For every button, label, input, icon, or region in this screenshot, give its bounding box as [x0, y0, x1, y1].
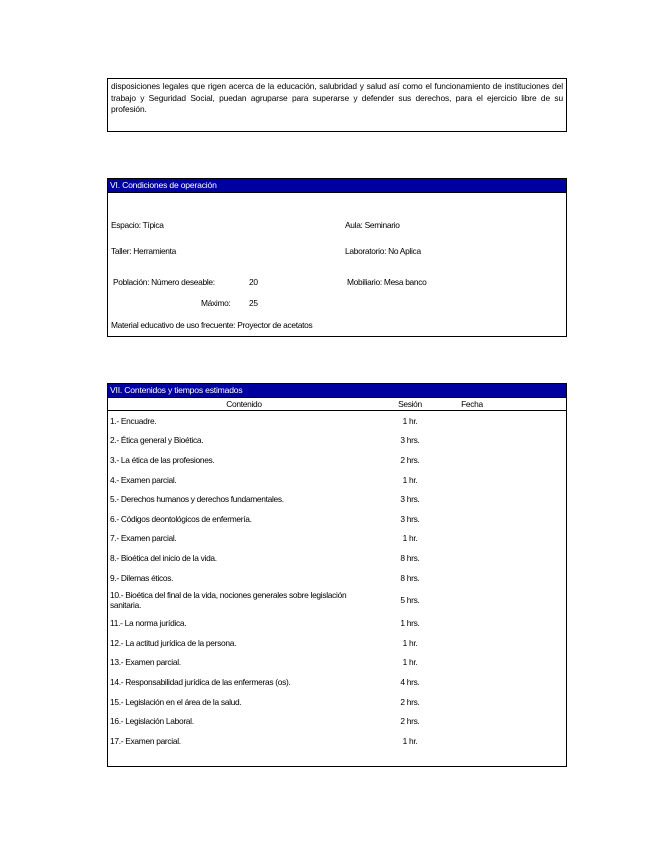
row-sesion: 2 hrs. [400, 454, 420, 465]
table-row [108, 548, 566, 568]
row-fecha [440, 450, 502, 470]
maximo-label: Máximo: [201, 298, 231, 308]
row-sesion: 1 hr. [402, 533, 418, 544]
row-fecha [440, 548, 502, 568]
row-fecha [440, 568, 502, 588]
poblacion-label: Población: Número deseable: [113, 277, 215, 287]
table-row [108, 711, 566, 731]
row-sesion: 1 hr. [402, 657, 418, 668]
header-fecha: Fecha [440, 398, 502, 411]
row-sesion: 1 hr. [402, 735, 418, 746]
taller-text: Taller: Herramienta [111, 246, 177, 256]
material-text: Material educativo de uso frecuente: Proyector de acetatos [111, 320, 313, 330]
row-sesion: 2 hrs. [400, 696, 420, 707]
row-contenido: 1.- Encuadre. [110, 415, 157, 426]
table-row [108, 672, 566, 692]
row-fecha [440, 470, 502, 490]
row-fecha [440, 613, 502, 633]
table-row [108, 529, 566, 549]
table-row [108, 509, 566, 529]
row-sesion: 8 hrs. [400, 552, 420, 563]
row-fecha [440, 431, 502, 451]
row-contenido: 17.- Examen parcial. [110, 735, 181, 746]
row-sesion: 3 hrs. [400, 513, 420, 524]
intro-box [107, 78, 567, 132]
row-contenido: 11.- La norma jurídica. [110, 618, 187, 629]
table-row [108, 653, 566, 673]
row-fecha [440, 411, 502, 431]
row-sesion: 5 hrs. [400, 595, 420, 606]
table-row [108, 450, 566, 470]
row-contenido: 2.- Ética general y Bioética. [110, 435, 204, 446]
table-row [108, 587, 566, 613]
espacio-text: Espacio: Típica [111, 220, 164, 230]
header-empty [502, 398, 566, 411]
row-fecha [440, 711, 502, 731]
row-sesion: 2 hrs. [400, 716, 420, 727]
row-contenido: 3.- La ética de las profesiones. [110, 454, 215, 465]
row-sesion: 1 hr. [402, 415, 418, 426]
row-fecha [440, 692, 502, 712]
header-sesion: Sesión [378, 398, 440, 411]
row-sesion: 3 hrs. [400, 435, 420, 446]
row-sesion: 8 hrs. [400, 572, 420, 583]
laboratorio-text: Laboratorio: No Aplica [345, 246, 421, 256]
row-sesion: 4 hrs. [400, 676, 420, 687]
row-fecha [440, 529, 502, 549]
table-header-row [108, 398, 566, 411]
row-fecha [440, 731, 502, 751]
row-sesion: 1 hr. [402, 474, 418, 485]
aula-text: Aula: Seminario [345, 220, 400, 230]
contents-section [107, 383, 567, 767]
row-fecha [440, 633, 502, 653]
poblacion-value: 20 [249, 277, 258, 287]
contents-title: VII. Contenidos y tiempos estimados [108, 384, 566, 398]
table-row [108, 431, 566, 451]
row-contenido: 9.- Dilemas éticos. [110, 572, 174, 583]
row-contenido: 16.- Legislación Laboral. [110, 716, 194, 727]
operation-conditions-title: VI. Condiciones de operación [108, 179, 566, 193]
row-fecha [440, 587, 502, 613]
row-contenido: 15.- Legislación en el área de la salud. [110, 696, 242, 707]
row-contenido: 6.- Códigos deontológicos de enfermería. [110, 513, 252, 524]
row-contenido: 12.- La actitud jurídica de la persona. [110, 637, 237, 648]
table-row [108, 731, 566, 751]
intro-text: disposiciones legales que rigen acerca de la educación, salubridad y salud así como el funcionamiento de instituciones del trabajo y Seguridad Social, puedan agruparse para superarse y defender sus derechos, para el ejercicio libre de su profesión. [111, 81, 563, 115]
row-fecha [440, 489, 502, 509]
maximo-value: 25 [249, 298, 258, 308]
row-sesion: 1 hr. [402, 637, 418, 648]
table-row [108, 692, 566, 712]
row-contenido: 10.- Bioética del final de la vida, nociones generales sobre legislación sanitaria. [110, 590, 347, 611]
row-contenido: 7.- Examen parcial. [110, 533, 177, 544]
contents-table [108, 398, 566, 751]
operation-conditions-section [107, 178, 567, 337]
table-row [108, 613, 566, 633]
row-fecha [440, 672, 502, 692]
header-contenido: Contenido [108, 398, 378, 411]
table-row [108, 568, 566, 588]
mobiliario-text: Mobiliario: Mesa banco [347, 277, 427, 287]
table-row [108, 470, 566, 490]
row-contenido: 4.- Examen parcial. [110, 474, 177, 485]
row-contenido: 13.- Examen parcial. [110, 657, 181, 668]
table-row [108, 489, 566, 509]
row-fecha [440, 653, 502, 673]
row-contenido: 5.- Derechos humanos y derechos fundamentales. [110, 494, 284, 505]
table-row [108, 633, 566, 653]
row-sesion: 3 hrs. [400, 494, 420, 505]
row-contenido: 14.- Responsabilidad jurídica de las enfermeras (os). [110, 676, 291, 687]
row-fecha [440, 509, 502, 529]
row-contenido: 8.- Bioética del inicio de la vida. [110, 552, 217, 563]
row-sesion: 1 hrs. [400, 618, 420, 629]
table-row [108, 411, 566, 431]
